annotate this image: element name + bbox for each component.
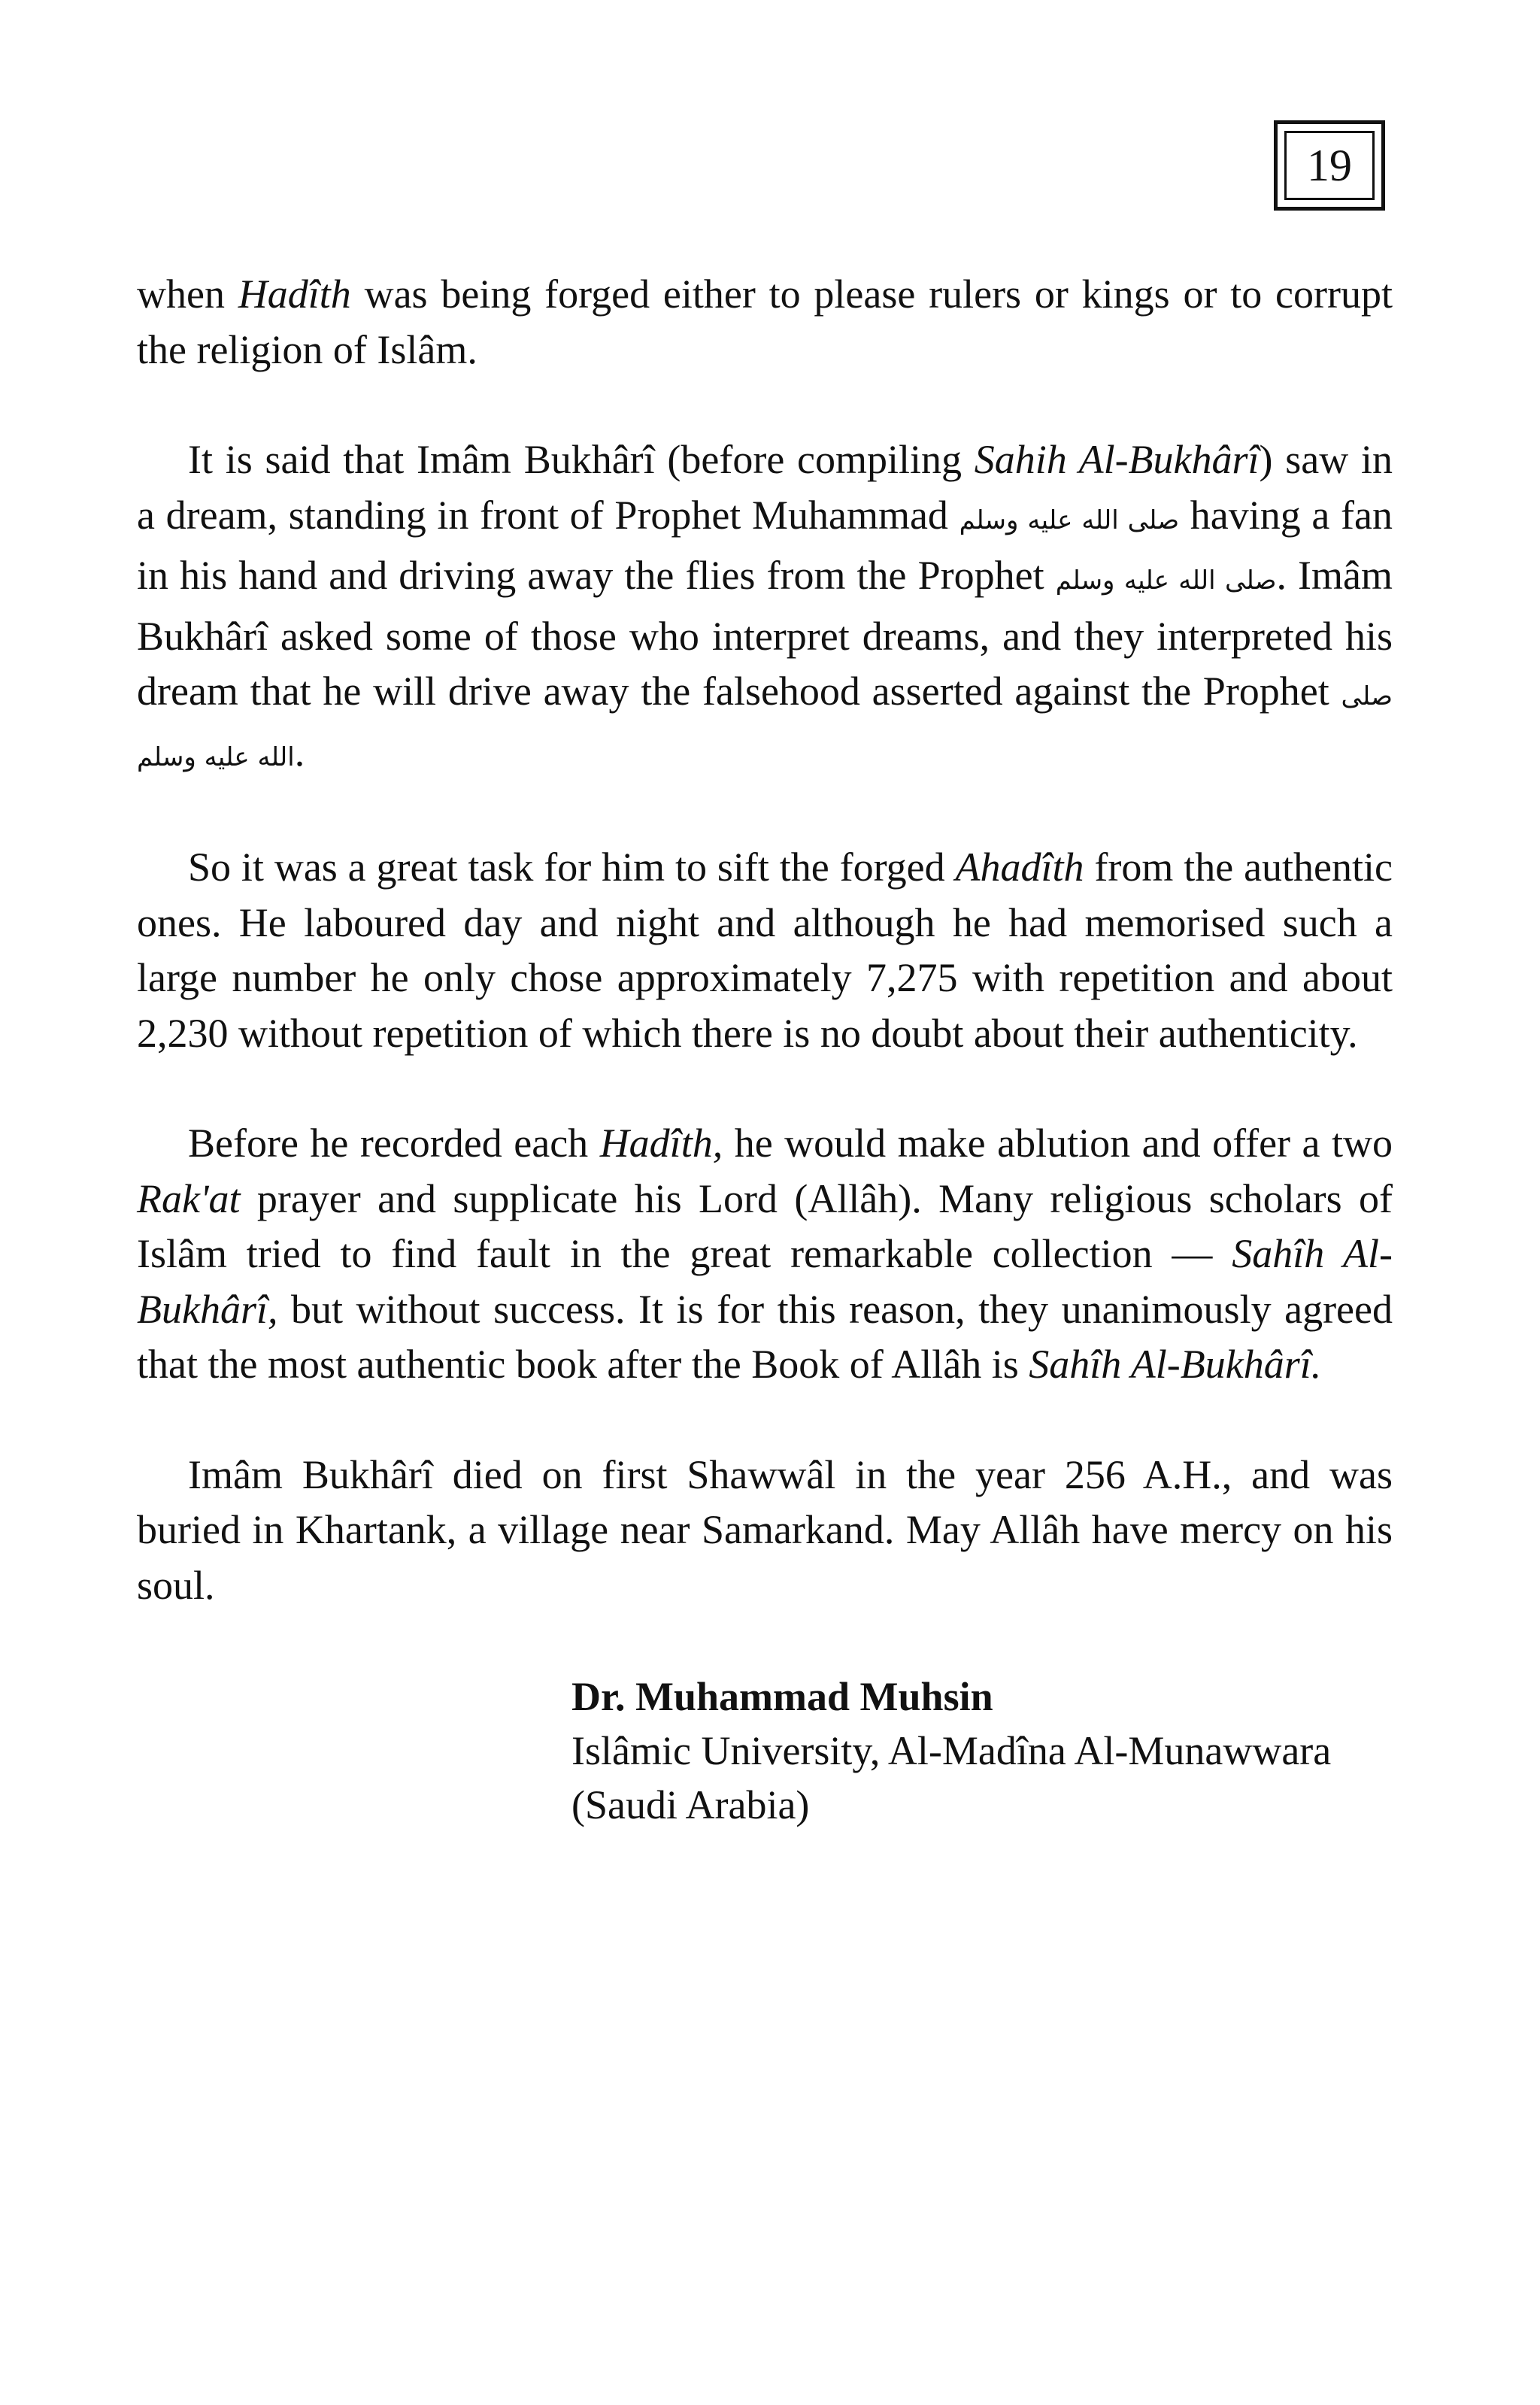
author-country: (Saudi Arabia) bbox=[571, 1782, 810, 1827]
text-run: Before he recorded each bbox=[188, 1121, 600, 1166]
italic-term: Sahîh Al-Bukhârî. bbox=[1029, 1342, 1322, 1387]
author-name: Dr. Muhammad Muhsin bbox=[571, 1674, 993, 1719]
body-text bbox=[137, 267, 1393, 1613]
text-run: . bbox=[294, 729, 305, 775]
italic-term: Sahîh Al-Bukhârî, bbox=[137, 1231, 1393, 1332]
text-run: was being forged either to please rulers or kings or to corrupt the religion of Islâm. bbox=[137, 271, 1393, 372]
signature-block bbox=[571, 1670, 1399, 1832]
text-run: but without success. It is for this reason, they unanimously agreed that the most authentic book after the Book of Allâh is bbox=[137, 1286, 1393, 1387]
paragraph-4 bbox=[137, 1116, 1393, 1393]
paragraph-1 bbox=[137, 267, 1393, 378]
arabic-blessing: صلى الله عليه وسلم bbox=[137, 681, 1393, 772]
arabic-blessing: صلى الله عليه وسلم bbox=[959, 505, 1180, 535]
text-run: It is said that Imâm Bukhârî (before compiling bbox=[188, 437, 975, 482]
paragraph-3 bbox=[137, 840, 1393, 1061]
paragraph-5 bbox=[137, 1448, 1393, 1614]
text-run: Imâm Bukhârî died on first Shawwâl in the year 256 A.H., and was buried in Khartank, a village near Samarkand. May Allâh have mercy on his soul. bbox=[137, 1451, 1393, 1608]
text-run: from the authentic ones. He laboured day and night and although he had memorised such a large number he only chose approximately 7,275 with repetition and about 2,230 without repetition of which there is no doubt about their authenticity. bbox=[137, 845, 1393, 1056]
arabic-blessing: صلى الله عليه وسلم bbox=[1055, 566, 1277, 596]
text-run: So it was a great task for him to sift the forged bbox=[188, 845, 956, 890]
paragraph-2 bbox=[137, 432, 1393, 785]
text-run: . Imâm Bukhârî asked some of those who interpret dreams, and they interpreted his dream that he will drive away the falsehood asserted against the Prophet bbox=[137, 553, 1393, 714]
italic-term: Sahih Al-Bukhârî bbox=[974, 437, 1260, 482]
text-run: having a fan in his hand and driving away the flies from the Prophet bbox=[137, 492, 1393, 598]
page-number: 19 bbox=[1284, 131, 1375, 200]
author-affiliation: Islâmic University, Al-Madîna Al-Munawwara bbox=[571, 1728, 1332, 1773]
text-run: he would make ablution and offer a two bbox=[723, 1121, 1393, 1166]
italic-term: Hadîth, bbox=[599, 1121, 723, 1166]
text-run: prayer and supplicate his Lord (Allâh). Many religious scholars of Islâm tried to find fault in the great remarkable collection — bbox=[137, 1175, 1393, 1276]
text-run: ) saw in a dream, standing in front of Prophet Muhammad bbox=[137, 437, 1393, 538]
italic-term: Hadîth bbox=[238, 271, 351, 317]
italic-term: Rak'at bbox=[137, 1175, 241, 1221]
text-run: when bbox=[137, 271, 238, 317]
italic-term: Ahadîth bbox=[955, 845, 1084, 890]
page-number-box bbox=[1274, 120, 1385, 211]
